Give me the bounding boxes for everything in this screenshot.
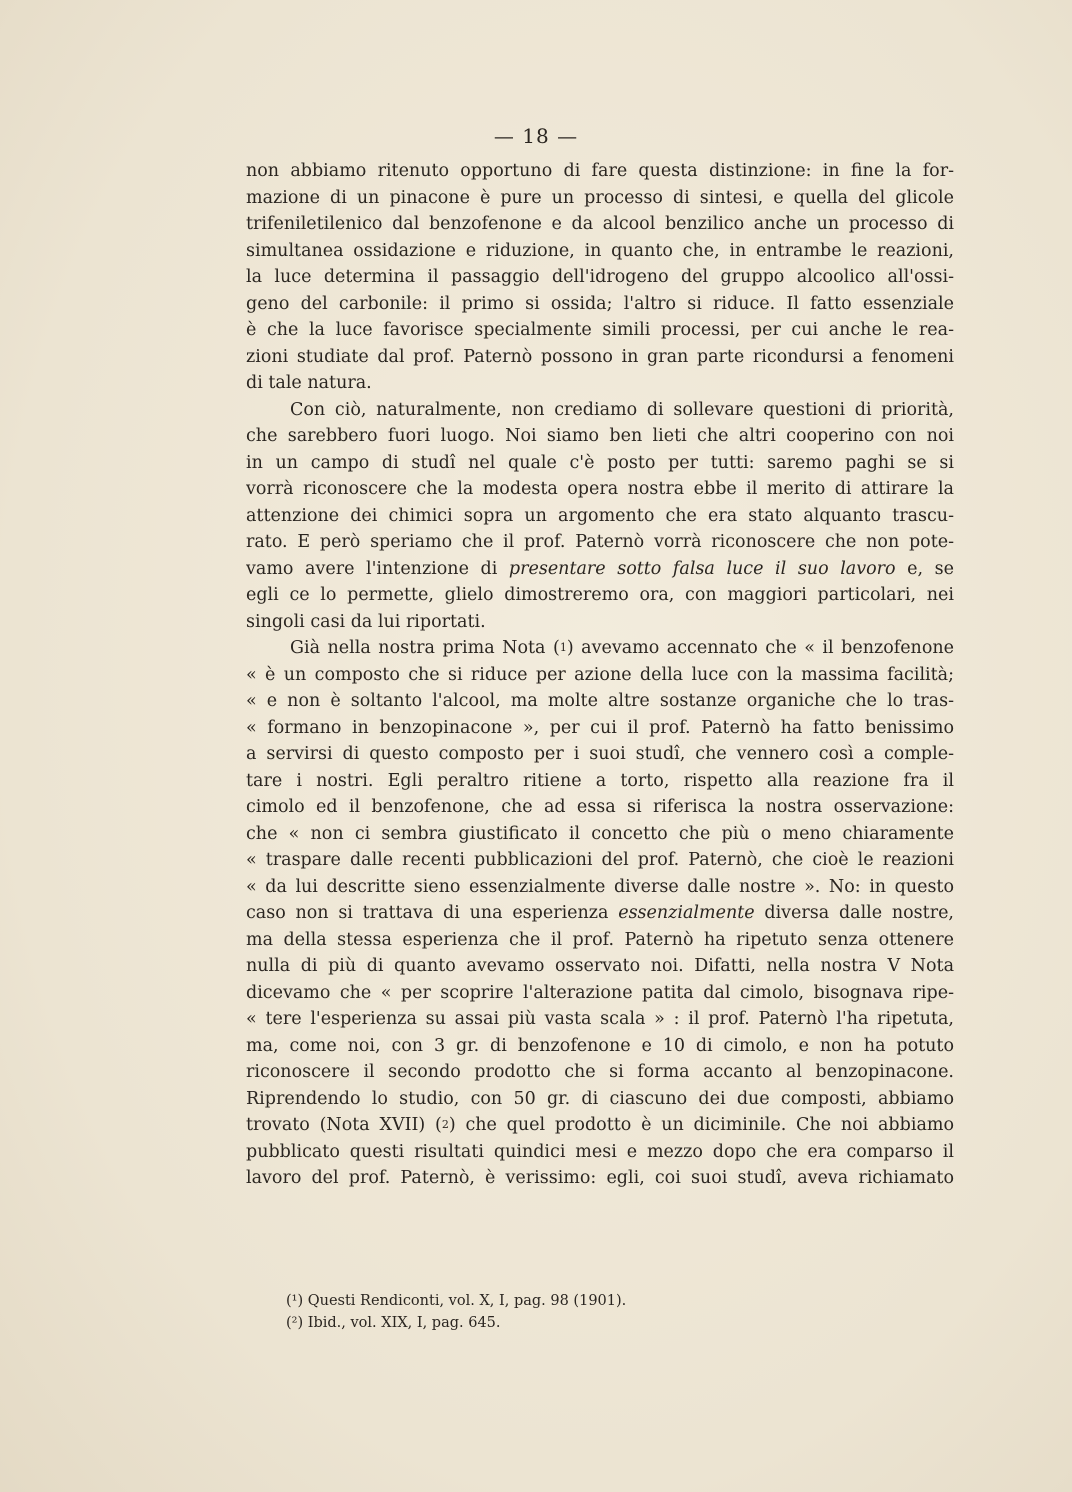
text-line <box>246 529 954 556</box>
text-span: ma, come noi, con 3 gr. di benzofenone e 10 di cimolo, e non ha potuto <box>246 1035 954 1056</box>
text-line <box>246 450 954 477</box>
text-span: geno del carbonile: il primo si ossida; l'altro si riduce. Il fatto essenziale <box>246 293 954 314</box>
text-line <box>246 874 954 901</box>
text-span: « e non è soltanto l'alcool, ma molte altre sostanze organiche che lo tras- <box>246 691 954 711</box>
text-line <box>246 264 954 291</box>
text-line <box>246 1112 954 1139</box>
text-span: cimolo ed il benzofenone, che ad essa si riferisca la nostra osservazione: <box>246 797 954 817</box>
text-span: vorrà riconoscere che la modesta opera nostra ebbe il merito di attirare la <box>246 479 954 499</box>
text-line <box>246 821 954 848</box>
text-span: riconoscere il secondo prodotto che si forma accanto al benzopinacone. <box>246 1062 954 1082</box>
text-line <box>246 291 954 318</box>
text-span: di tale natura. <box>246 373 372 393</box>
body-text <box>246 158 954 1192</box>
text-line <box>246 1006 954 1033</box>
text-span: che « non ci sembra giustificato il concetto che più o meno chiaramente <box>246 823 954 844</box>
text-span: simultanea ossidazione e riduzione, in quanto che, in entrambe le reazioni, <box>246 240 954 261</box>
text-line <box>246 1033 954 1060</box>
text-span: in un campo di studî nel quale c'è posto per tutti: saremo paghi se si <box>246 452 954 473</box>
text-span: attenzione dei chimici sopra un argomento che era stato alquanto trascu- <box>246 505 954 526</box>
text-span: « traspare dalle recenti pubblicazioni del prof. Paternò, che cioè le reazioni <box>246 850 954 870</box>
emphasis-text: presentare sotto falsa luce il suo lavoro <box>508 558 896 579</box>
text-line <box>246 953 954 980</box>
text-line <box>246 980 954 1007</box>
text-span: ) avevamo accennato che « il benzofenone <box>566 638 954 658</box>
page-number: — 18 — <box>493 124 579 148</box>
text-line <box>246 582 954 609</box>
text-span: dicevamo che « per scoprire l'alterazione patita dal cimolo, bisognava ripe- <box>246 982 954 1003</box>
text-span: Già nella nostra prima Nota ( <box>290 638 560 658</box>
footnotes <box>286 1290 786 1334</box>
text-span: « tere l'esperienza su assai più vasta scala » : il prof. Paternò l'ha ripetuta, <box>246 1009 954 1029</box>
text-line <box>246 1165 954 1192</box>
text-line <box>246 556 954 583</box>
text-line <box>246 158 954 185</box>
text-line <box>246 662 954 689</box>
emphasis-text: essenzialmente <box>618 903 755 923</box>
text-span: Riprendendo lo studio, con 50 gr. di ciascuno dei due composti, abbiamo <box>246 1088 954 1109</box>
footnote: (¹) Questi Rendiconti, vol. X, I, pag. 98 (1901). <box>286 1293 627 1309</box>
text-line <box>246 1086 954 1113</box>
text-span: caso non si trattava di una esperienza <box>246 903 619 923</box>
text-line <box>246 476 954 503</box>
text-line <box>246 927 954 954</box>
text-line <box>246 768 954 795</box>
text-span: nulla di più di quanto avevamo osservato noi. Difatti, nella nostra V Nota <box>246 956 954 976</box>
text-line <box>246 715 954 742</box>
text-span: che sarebbero fuori luogo. Noi siamo ben lieti che altri cooperino con noi <box>246 426 954 446</box>
text-span: singoli casi da lui riportati. <box>246 611 486 632</box>
text-line <box>246 238 954 265</box>
text-line <box>246 635 954 662</box>
text-line <box>246 211 954 238</box>
text-span: non abbiamo ritenuto opportuno di fare questa distinzione: in fine la for- <box>246 161 954 181</box>
text-span: a servirsi di questo composto per i suoi studî, che vennero così a comple- <box>246 744 954 764</box>
text-span: la luce determina il passaggio dell'idrogeno del gruppo alcoolico all'ossi- <box>246 267 954 287</box>
text-span: ) che quel prodotto è un diciminile. Che noi abbiamo <box>448 1115 954 1135</box>
text-line <box>246 397 954 424</box>
text-line <box>246 423 954 450</box>
text-line <box>246 688 954 715</box>
text-line <box>246 794 954 821</box>
text-line <box>246 1059 954 1086</box>
text-span: egli ce lo permette, glielo dimostreremo ora, con maggiori particolari, nei <box>246 585 954 605</box>
footnote: (²) Ibid., vol. XIX, I, pag. 645. <box>286 1315 501 1331</box>
text-span: mazione di un pinacone è pure un processo di sintesi, e quella del glicole <box>246 187 954 208</box>
text-line <box>246 317 954 344</box>
text-line <box>246 344 954 371</box>
text-span: lavoro del prof. Paternò, è verissimo: egli, coi suoi studî, aveva richiamato <box>246 1168 954 1188</box>
text-line <box>246 900 954 927</box>
text-line <box>246 185 954 212</box>
text-span: pubblicato questi risultati quindici mesi e mezzo dopo che era comparso il <box>246 1141 954 1162</box>
text-span: è che la luce favorisce specialmente simili processi, per cui anche le rea- <box>246 320 954 340</box>
text-span: ma della stessa esperienza che il prof. Paternò ha ripetuto senza ottenere <box>246 929 954 950</box>
text-span: tare i nostri. Egli peraltro ritiene a torto, rispetto alla reazione fra il <box>246 770 954 791</box>
text-span: « da lui descritte sieno essenzialmente diverse dalle nostre ». No: in questo <box>246 876 954 897</box>
text-span: vamo avere l'intenzione di <box>246 558 509 579</box>
text-line <box>246 1139 954 1166</box>
text-line <box>246 503 954 530</box>
text-span: e, se <box>895 558 954 579</box>
text-span: trovato (Nota XVII) ( <box>246 1115 442 1135</box>
text-span: Con ciò, naturalmente, non crediamo di sollevare questioni di priorità, <box>290 399 954 420</box>
text-span: « formano in benzopinacone », per cui il prof. Paternò ha fatto benissimo <box>246 717 954 738</box>
footnote-ref: 2 <box>441 1118 449 1131</box>
text-span: zioni studiate dal prof. Paternò possono in gran parte ricondursi a fenomeni <box>246 346 954 367</box>
text-span: trifeniletilenico dal benzofenone e da alcool benzilico anche un processo di <box>246 214 954 234</box>
text-line <box>246 847 954 874</box>
text-span: rato. E però speriamo che il prof. Paternò vorrà riconoscere che non pote- <box>246 532 954 552</box>
footnote-ref: 1 <box>559 641 567 654</box>
text-line <box>246 741 954 768</box>
text-span: diversa dalle nostre, <box>754 903 954 923</box>
text-span: « è un composto che si riduce per azione della luce con la massima facilità; <box>246 664 954 685</box>
text-line <box>246 370 954 397</box>
text-line <box>246 609 954 636</box>
